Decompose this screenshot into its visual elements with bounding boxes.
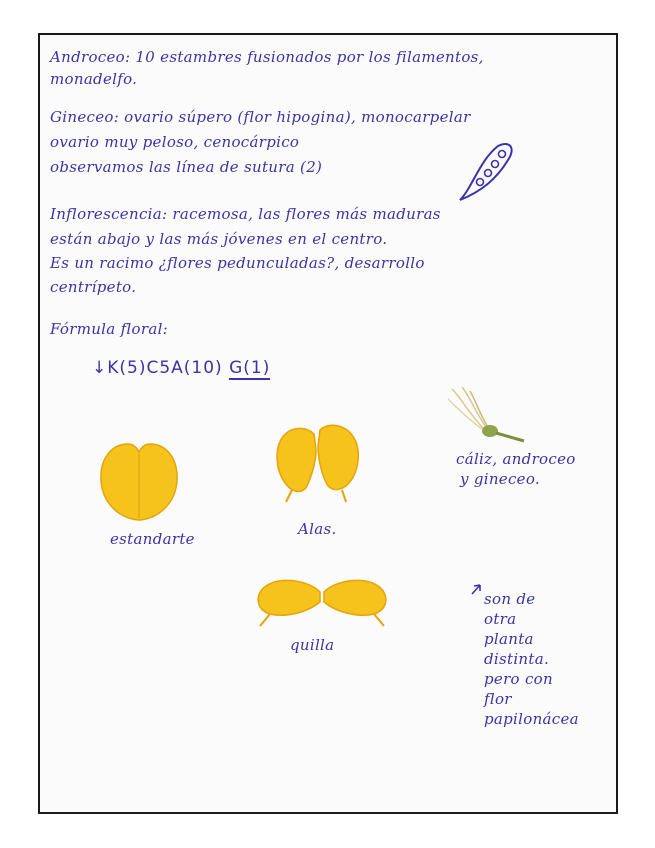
estandarte-petal [98,440,180,522]
gineceo-line-1: Gineceo: ovario súpero (flor hipogina), monocarpelar [50,108,471,126]
label-caliz-2: y gineceo. [460,470,540,488]
label-estandarte: estandarte [110,530,195,548]
formula-main: ↓K(5)C5A(10) [92,358,223,378]
inflorescencia-line-2: están abajo y las más jóvenes en el centro. [50,230,388,248]
inflorescencia-line-1: Inflorescencia: racemosa, las flores más maduras [50,205,441,223]
legume-pod-sketch [450,140,520,205]
note-line-6: flor [484,690,512,708]
note-line-2: otra [484,610,517,628]
caliz-androceo-specimen [440,385,530,445]
gineceo-line-2: ovario muy peloso, cenocárpico [50,133,300,151]
androceo-line-1: Androceo: 10 estambres fusionados por los filamentos, [50,48,484,66]
label-caliz-1: cáliz, androceo [456,450,576,468]
note-line-4: distinta. [484,650,550,668]
gineceo-line-3: observamos las línea de sutura (2) [50,158,323,176]
note-line-1: son de [484,590,536,608]
formula-label: Fórmula floral: [50,320,169,338]
note-line-7: papilonácea [484,710,579,728]
note-line-5: pero con [484,670,553,688]
label-alas: Alas. [298,520,337,538]
label-quilla: quilla [290,636,335,654]
note-line-3: planta [484,630,534,648]
arrow-up-icon [470,582,484,596]
quilla-petals [250,572,395,632]
androceo-line-2: monadelfo. [50,70,138,88]
formula-gynoecium: G(1) [229,358,271,378]
alas-petals [270,420,365,505]
inflorescencia-line-4: centrípeto. [50,278,137,296]
inflorescencia-line-3: Es un racimo ¿flores pedunculadas?, desarrollo [50,254,425,272]
floral-formula [92,358,270,378]
